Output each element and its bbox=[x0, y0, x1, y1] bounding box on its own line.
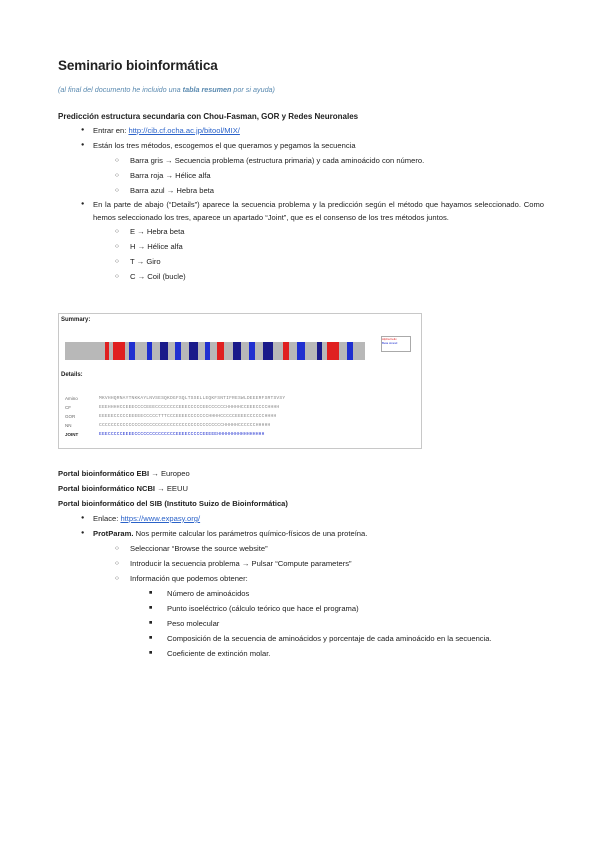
strand-segment bbox=[263, 342, 273, 360]
row-label: NN bbox=[65, 423, 72, 428]
prediction-screenshot bbox=[58, 313, 422, 449]
helix-segment bbox=[105, 342, 109, 360]
details-label: Details: bbox=[61, 372, 83, 378]
page-title: Seminario bioinformática bbox=[58, 58, 218, 73]
portal-ncbi bbox=[58, 481, 548, 496]
protparam-label: ProtParam. bbox=[93, 529, 134, 538]
row-label: CF bbox=[65, 405, 71, 410]
sequence-row: CCCCCCCCCCCCCCCCCCCCCCCCCCCCCCCCCCCCCCCCCCHHHHHCCCCCCHHHHH bbox=[99, 423, 271, 428]
list-item: ■ Número de aminoácidos bbox=[58, 586, 548, 601]
portal-region: → Europeo bbox=[149, 469, 190, 478]
list-item: ● En la parte de abajo (“Details”) aparece la secuencia problema y la predicción según el método que hayamos seleccionado. Como hemos seleccionado los tres, aparece un apartado “Joint”, que es el consenso de los tres métodos juntos. bbox=[58, 198, 548, 224]
portal-region: → EEUU bbox=[155, 484, 188, 493]
legend-strand: Beta strand bbox=[382, 341, 398, 345]
legend bbox=[381, 336, 411, 352]
joint-sequence-row: EEECCCCCEEEECCCCCCCCCCCCCCEEEECCCCCEEEEEHHHHHHHHHHHHHHHH bbox=[99, 432, 265, 437]
portal-ebi bbox=[58, 466, 548, 481]
row-label: GOR bbox=[65, 414, 76, 419]
list-item bbox=[58, 511, 548, 526]
list-item: ○ H → Hélice alfa bbox=[58, 239, 548, 254]
enter-prefix: Entrar en: bbox=[93, 126, 129, 135]
portal-sib bbox=[58, 496, 548, 511]
helix-segment bbox=[327, 342, 339, 360]
expasy-link[interactable]: https://www.expasy.org/ bbox=[120, 514, 201, 523]
document-page bbox=[58, 58, 548, 284]
list-item: ■ Coeficiente de extinción molar. bbox=[58, 646, 548, 661]
list-item: ○ Barra gris → Secuencia problema (estructura primaria) y cada aminoácido con número. bbox=[58, 153, 548, 168]
sequence-row: EEEHHHHCCEEECCCCEEECCCCCCCCEEECCCCCEECCCCCCHHHHHCCEEECCCCHHHH bbox=[99, 405, 280, 410]
subtitle-bold: tabla resumen bbox=[182, 85, 232, 94]
strand-segment bbox=[297, 342, 305, 360]
strand-segment bbox=[160, 342, 168, 360]
subtitle-post: por si ayuda) bbox=[231, 85, 275, 94]
list-item: ○ Barra roja → Hélice alfa bbox=[58, 168, 548, 183]
protparam-desc: Nos permite calcular los parámetros químico-físicos de una proteína. bbox=[133, 529, 368, 538]
list-item bbox=[58, 123, 548, 138]
row-label: Amino bbox=[65, 396, 78, 401]
helix-segment bbox=[217, 342, 224, 360]
strand-segment bbox=[189, 342, 198, 360]
strand-segment bbox=[205, 342, 210, 360]
list-item: ○ Información que podemos obtener: bbox=[58, 571, 548, 586]
link-prefix: Enlace: bbox=[93, 514, 121, 523]
portal-name: Portal bioinformático del SIB (Instituto Suizo de Bioinformática) bbox=[58, 499, 288, 508]
strand-segment bbox=[317, 342, 322, 360]
strand-segment bbox=[175, 342, 181, 360]
list-item: ■ Peso molecular bbox=[58, 616, 548, 631]
portals-section bbox=[58, 466, 548, 661]
section-heading-prediction: Predicción estructura secundaria con Chou-Fasman, GOR y Redes Neuronales bbox=[58, 112, 359, 121]
summary-label: Summary: bbox=[61, 317, 91, 323]
list-item: ■ Composición de la secuencia de aminoácidos y porcentaje de cada aminoácido en la secuencia. bbox=[58, 631, 548, 646]
list-item: ○ Seleccionar “Browse the source website” bbox=[58, 541, 548, 556]
strand-segment bbox=[147, 342, 152, 360]
list-item: ■ Punto isoeléctrico (cálculo teórico que hace el programa) bbox=[58, 601, 548, 616]
list-item: ○ Introducir la secuencia problema → Pulsar “Compute parameters” bbox=[58, 556, 548, 571]
list-item bbox=[58, 526, 548, 541]
list-item: ○ Barra azul → Hebra beta bbox=[58, 183, 548, 198]
list-item: ○ E → Hebra beta bbox=[58, 224, 548, 239]
portal-name: Portal bioinformático NCBI bbox=[58, 484, 156, 493]
row-label: JOINT bbox=[65, 432, 79, 437]
strand-segment bbox=[233, 342, 241, 360]
summary-bar bbox=[65, 342, 365, 360]
helix-segment bbox=[283, 342, 289, 360]
sequence-row: MKVHHQRNAYTNKKAYLNVSESQKDGFSQLTSSELLEQKFSNTIFRESWLDEEERFSRTSVSY bbox=[99, 396, 286, 401]
mix-link[interactable]: http://cib.cf.ocha.ac.jp/bitool/MIX/ bbox=[128, 126, 240, 135]
subtitle bbox=[58, 85, 548, 94]
strand-segment bbox=[129, 342, 135, 360]
strand-segment bbox=[347, 342, 353, 360]
list-item: ● Están los tres métodos, escogemos el que queramos y pegamos la secuencia bbox=[58, 138, 548, 153]
legend-helix: Alpha helix bbox=[382, 337, 397, 341]
subtitle-pre: (al final del documento he incluido una bbox=[58, 85, 183, 94]
strand-segment bbox=[249, 342, 255, 360]
list-item: ○ C → Coil (bucle) bbox=[58, 269, 548, 284]
sequence-row: EEEEECCCCCEEEEECCCCCTTTCCCEEEECCCCCCCHHHHCCCCCEEEECCCCCCHHHH bbox=[99, 414, 277, 419]
portal-name: Portal bioinformático EBI bbox=[58, 469, 150, 478]
helix-segment bbox=[113, 342, 125, 360]
list-item: ○ T → Giro bbox=[58, 254, 548, 269]
